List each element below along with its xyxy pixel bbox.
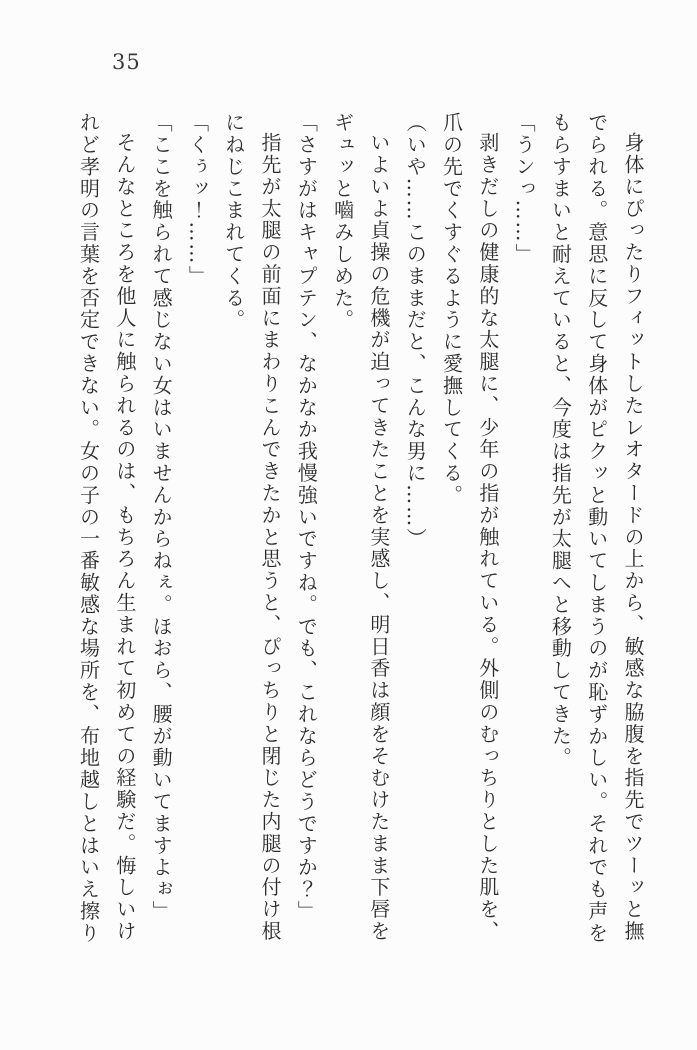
text-line-1: 身体にぴったりフィットしたレオタードの上から、敏感な脇腹を指先でツーッと撫 <box>621 132 645 943</box>
text-line-3: もらすまいと耐えていると、今度は指先が太腿へと移動してきた。 <box>548 112 573 769</box>
page-number: 35 <box>112 50 141 74</box>
text-line-14: 「ここを触られて感じない女はいませんからねぇ。ほおら、腰が動いてますよぉ」 <box>149 112 174 923</box>
text-line-12: にねじこまれてくる。 <box>221 112 246 331</box>
text-line-15: そんなところを他人に触られるのは、もちろん生まれて初めての経験だ。悔しいけ <box>112 132 137 943</box>
text-line-9: ギュッと嚙みしめた。 <box>330 112 355 331</box>
text-line-5: 剥きだしの健康的な太腿に、少年の指が触れている。外側のむっちりとした肌を、 <box>475 132 500 943</box>
text-line-8: いよいよ貞操の危機が迫ってきたことを実感し、明日香は顔をそむけたまま下唇を <box>366 132 391 943</box>
text-line-13: 「くぅッ！……」 <box>185 112 210 288</box>
text-line-16: れど孝明の言葉を否定できない。女の子の一番敏感な場所を、布地越しとはいえ擦り <box>76 112 101 945</box>
text-line-10: 「さすがはキャプテン、なかなか我慢強いですね。でも、これならどうですか？」 <box>294 112 319 923</box>
body-text <box>70 112 651 948</box>
text-line-7: （いや……このままだと、こんな男に……） <box>403 112 428 550</box>
text-line-11: 指先が太腿の前面にまわりこんできたかと思うと、ぴっちりと閉じた内腿の付け根 <box>258 132 283 943</box>
text-line-2: でられる。意思に反して身体がピクッと動いてしまうのが恥ずかしい。それでも声を <box>584 112 609 945</box>
text-line-4: 「うンっ……」 <box>512 112 537 266</box>
text-line-6: 爪の先でくすぐるように愛撫してくる。 <box>439 112 464 507</box>
